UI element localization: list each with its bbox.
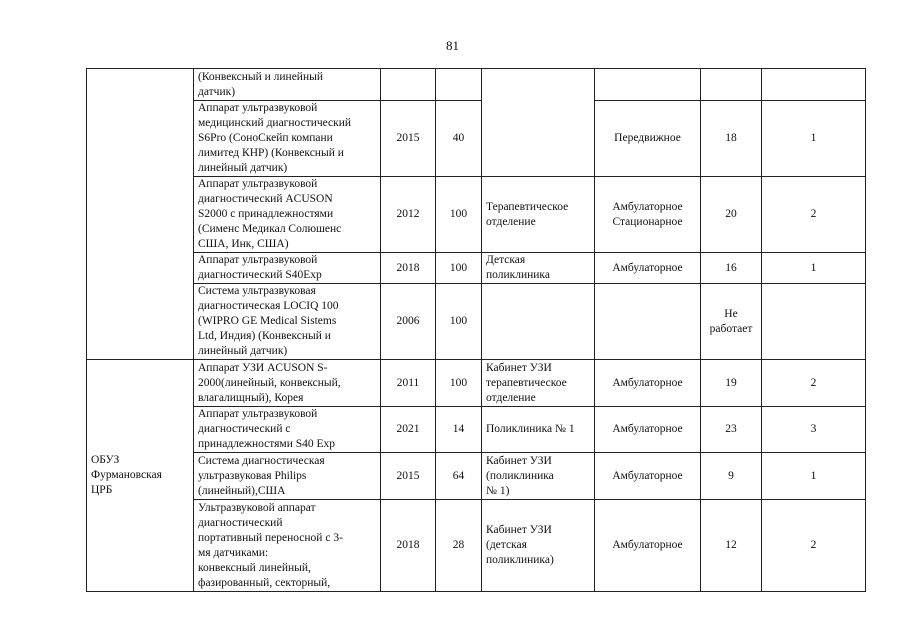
mode-cell: Амбулаторное <box>595 360 701 407</box>
year-cell: 2018 <box>381 253 436 284</box>
count-cell: 18 <box>701 101 762 177</box>
extra-cell: 2 <box>762 360 866 407</box>
year-cell: 2006 <box>381 284 436 360</box>
department-cell: Детская поликлиника <box>482 253 595 284</box>
table-row <box>87 360 866 407</box>
mode-cell <box>595 69 701 101</box>
table-row <box>87 407 866 453</box>
year-cell: 2018 <box>381 500 436 592</box>
extra-cell <box>762 69 866 101</box>
department-cell: Терапевтическое отделение <box>482 177 595 253</box>
count-cell: 20 <box>701 177 762 253</box>
percent-cell: 40 <box>436 101 482 177</box>
device-description: Система диагностическая ультразвуковая Philips (линейный),США <box>194 453 381 500</box>
percent-cell: 100 <box>436 253 482 284</box>
count-cell: 9 <box>701 453 762 500</box>
percent-cell: 100 <box>436 177 482 253</box>
org-cell-top <box>87 69 194 360</box>
table-row <box>87 453 866 500</box>
mode-cell <box>595 284 701 360</box>
percent-cell: 64 <box>436 453 482 500</box>
device-description: Аппарат ультразвуковой диагностический S40Exp <box>194 253 381 284</box>
extra-cell: 1 <box>762 453 866 500</box>
percent-cell: 14 <box>436 407 482 453</box>
department-cell <box>482 69 595 177</box>
table-row <box>87 177 866 253</box>
extra-cell: 2 <box>762 177 866 253</box>
percent-cell <box>436 69 482 101</box>
mode-cell: Амбулаторное Стационарное <box>595 177 701 253</box>
device-description: Ультразвуковой аппарат диагностический портативный переносной с 3- мя датчиками: конвексный линейный, фазированный, секторный, <box>194 500 381 592</box>
table-row <box>87 69 866 101</box>
year-cell: 2011 <box>381 360 436 407</box>
device-description: Аппарат ультразвуковой диагностический с принадлежностями S40 Exp <box>194 407 381 453</box>
year-cell: 2012 <box>381 177 436 253</box>
mode-cell: Амбулаторное <box>595 500 701 592</box>
device-description: Аппарат ультразвуковой медицинский диагностический S6Pro (СоноСкейп компани лимитед КНР) (Конвексный и линейный датчик) <box>194 101 381 177</box>
percent-cell: 100 <box>436 284 482 360</box>
table-row <box>87 284 866 360</box>
department-cell <box>482 284 595 360</box>
equipment-table <box>86 68 866 592</box>
device-description: Аппарат ультразвуковой диагностический ACUSON S2000 с принадлежностями (Сименс Медикал Солюшенс США, Инк, США) <box>194 177 381 253</box>
page-number: 81 <box>446 38 459 53</box>
device-description: Система ультразвуковая диагностическая LOCIQ 100 (WIPRO GE Medical Sistems Ltd, Индия) (Конвексный и линейный датчик) <box>194 284 381 360</box>
device-description: (Конвексный и линейный датчик) <box>194 69 381 101</box>
count-cell: 23 <box>701 407 762 453</box>
table-row <box>87 253 866 284</box>
extra-cell <box>762 284 866 360</box>
mode-cell: Амбулаторное <box>595 253 701 284</box>
mode-cell: Амбулаторное <box>595 453 701 500</box>
department-cell: Поликлиника № 1 <box>482 407 595 453</box>
department-cell: Кабинет УЗИ (детская поликлиника) <box>482 500 595 592</box>
year-cell <box>381 69 436 101</box>
org-name: ОБУЗ Фурмановская ЦРБ <box>87 360 194 592</box>
department-cell: Кабинет УЗИ (поликлиника № 1) <box>482 453 595 500</box>
count-cell: 19 <box>701 360 762 407</box>
extra-cell: 2 <box>762 500 866 592</box>
percent-cell: 100 <box>436 360 482 407</box>
mode-cell: Передвижное <box>595 101 701 177</box>
year-cell: 2015 <box>381 453 436 500</box>
year-cell: 2015 <box>381 101 436 177</box>
extra-cell: 1 <box>762 101 866 177</box>
department-cell: Кабинет УЗИ терапевтическое отделение <box>482 360 595 407</box>
percent-cell: 28 <box>436 500 482 592</box>
extra-cell: 1 <box>762 253 866 284</box>
count-cell: 12 <box>701 500 762 592</box>
device-description: Аппарат УЗИ ACUSON S- 2000(линейный, конвексный, влагалищный), Корея <box>194 360 381 407</box>
table-row <box>87 500 866 592</box>
extra-cell: 3 <box>762 407 866 453</box>
count-cell: Не работает <box>701 284 762 360</box>
count-cell <box>701 69 762 101</box>
table-row <box>87 101 866 177</box>
year-cell: 2021 <box>381 407 436 453</box>
mode-cell: Амбулаторное <box>595 407 701 453</box>
count-cell: 16 <box>701 253 762 284</box>
